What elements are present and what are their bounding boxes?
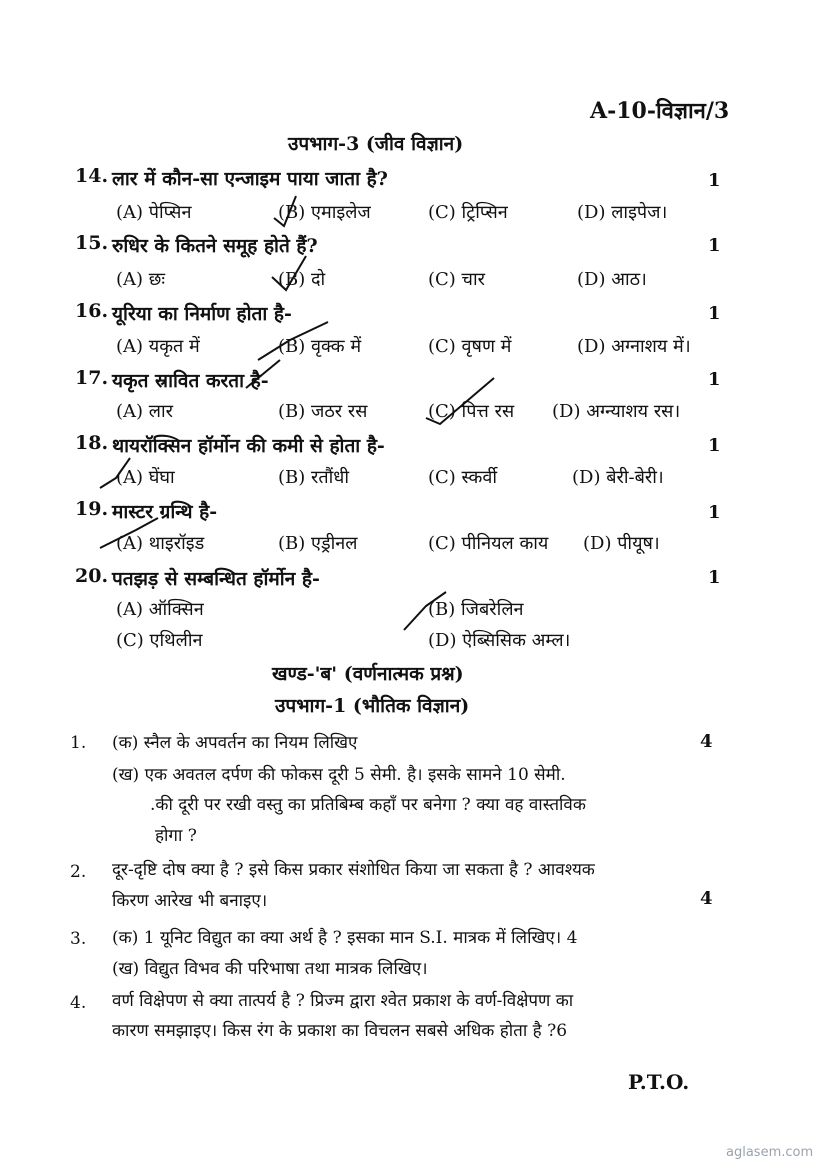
option-a: (A) पेप्सिन [116,202,192,223]
question-marks: 1 [708,567,721,588]
question-part-a: (क) स्नैल के अपवर्तन का नियम लिखिए [112,733,358,753]
option-c: (C) पीनियल काय [428,533,549,554]
pto-label: P.T.O. [628,1070,690,1094]
question-text: थायरॉक्सिन हॉर्मोन की कमी से होता है- [112,435,385,457]
question-number: 17. [75,367,109,389]
option-c: (C) पित्त रस [428,401,515,422]
question-number: 3. [70,929,87,949]
question-number: 16. [75,300,109,322]
question-number: 1. [70,733,87,753]
option-c: (C) चार [428,269,485,290]
page-code: A-10-विज्ञान/3 [590,98,730,124]
question-marks: 1 [708,235,721,256]
question-part-a: (क) 1 यूनिट विद्युत का क्या अर्थ है ? इसका मान S.I. मात्रक में लिखिए। 4 [112,928,578,948]
question-text: रुधिर के कितने समूह होते हैं? [112,235,318,257]
question-marks: 1 [708,369,721,390]
question-marks: 1 [708,435,721,456]
subsection-title: उपभाग-1 (भौतिक विज्ञान) [275,695,470,717]
question-marks: 1 [708,303,721,324]
option-a: (A) लार [116,401,173,422]
question-marks: 4 [700,731,713,752]
option-a: (A) घेंघा [116,467,175,488]
option-a: (A) थाइरॉइड [116,533,205,554]
question-text: लार में कौन-सा एन्जाइम पाया जाता है? [112,168,388,190]
option-a: (A) ऑक्सिन [116,599,204,620]
option-d: (D) लाइपेज। [577,202,668,223]
option-b: (B) वृक्क में [278,336,362,357]
option-b: (B) जठर रस [278,401,368,422]
question-number: 2. [70,862,87,882]
question-text: यूरिया का निर्माण होता है- [112,303,292,325]
option-d: (D) पीयूष। [583,533,660,554]
question-number: 15. [75,232,109,254]
option-b: (B) रतौंधी [278,467,350,488]
option-b: (B) जिबरेलिन [428,599,524,620]
question-marks: 1 [708,502,721,523]
question-text: मास्टर ग्रन्थि है- [112,501,218,523]
question-part-b: (ख) एक अवतल दर्पण की फोकस दूरी 5 सेमी. है। इसके सामने 10 सेमी. [112,765,566,785]
question-number: 4. [70,993,87,1013]
option-a: (A) छः [116,269,166,290]
question-text: दूर-दृष्टि दोष क्या है ? इसे किस प्रकार संशोधित किया जा सकता है ? आवश्यक [112,860,595,880]
question-text: यकृत स्रावित करता है- [112,370,269,392]
question-number: 18. [75,432,109,454]
option-c: (C) एथिलीन [116,630,203,651]
question-text: वर्ण विक्षेपण से क्या तात्पर्य है ? प्रिज्म द्वारा श्वेत प्रकाश के वर्ण-विक्षेपण का [112,991,574,1011]
section-title: खण्ड-'ब' (वर्णनात्मक प्रश्न) [272,663,464,685]
question-number: 19. [75,498,109,520]
option-b: (B) दो [278,269,326,290]
option-d: (D) बेरी-बेरी। [572,467,664,488]
option-d: (D) आठ। [577,269,647,290]
subsection-title: उपभाग-3 (जीव विज्ञान) [288,133,464,155]
option-c: (C) ट्रिप्सिन [428,202,508,223]
question-marks: 1 [708,170,721,191]
question-text: किरण आरेख भी बनाइए। [112,891,268,911]
option-d: (D) ऐब्सिसिक अम्ल। [428,630,571,651]
question-part-b: .की दूरी पर रखी वस्तु का प्रतिबिम्ब कहाँ पर बनेगा ? क्या वह वास्तविक [150,795,586,815]
question-part-b: होगा ? [155,826,197,846]
question-part-b: (ख) विद्युत विभव की परिभाषा तथा मात्रक लिखिए। [112,959,428,979]
question-marks: 4 [700,888,713,909]
question-number: 20. [75,565,109,587]
option-a: (A) यकृत में [116,336,200,357]
option-b: (B) एड्रीनल [278,533,358,554]
question-text: पतझड़ से सम्बन्धित हॉर्मोन है- [112,568,320,590]
option-c: (C) स्कर्वी [428,467,498,488]
option-b: (B) एमाइलेज [278,202,371,223]
question-number: 14. [75,165,109,187]
option-c: (C) वृषण में [428,336,512,357]
option-d: (D) अग्नाशय में। [577,336,691,357]
watermark: aglasem.com [726,1145,814,1160]
option-d: (D) अग्न्याशय रस। [552,401,681,422]
question-text: कारण समझाइए। किस रंग के प्रकाश का विचलन सबसे अधिक होता है ?6 [112,1021,568,1041]
